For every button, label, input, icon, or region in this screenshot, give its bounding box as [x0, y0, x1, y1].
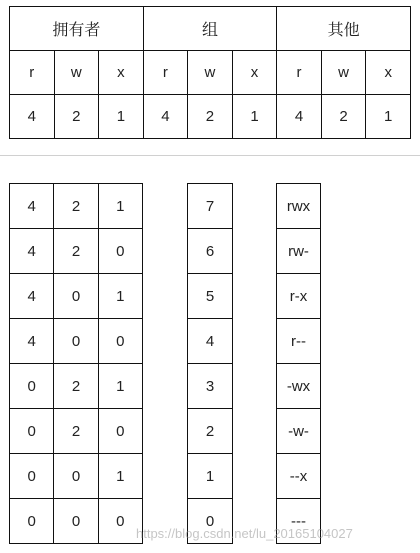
owner-w-letter: w: [54, 51, 99, 95]
symbolic-cell: -w-: [277, 409, 321, 454]
r-cell: 4: [10, 184, 54, 229]
owner-x-value: 1: [99, 95, 144, 139]
binary-row: [10, 319, 143, 364]
octal-row: [188, 274, 233, 319]
letter-row: [10, 51, 411, 95]
binary-row: [10, 454, 143, 499]
w-cell: 0: [54, 319, 98, 364]
r-cell: 0: [10, 364, 54, 409]
x-cell: 1: [98, 274, 142, 319]
r-cell: 4: [10, 229, 54, 274]
x-cell: 0: [98, 409, 142, 454]
symbolic-row: [277, 409, 321, 454]
other-w-letter: w: [321, 51, 366, 95]
symbolic-row: [277, 364, 321, 409]
r-cell: 0: [10, 499, 54, 544]
octal-row: [188, 184, 233, 229]
group-x-letter: x: [232, 51, 277, 95]
w-cell: 0: [54, 499, 98, 544]
owner-w-value: 2: [54, 95, 99, 139]
octal-cell: 1: [188, 454, 233, 499]
binary-row: [10, 229, 143, 274]
other-x-value: 1: [366, 95, 411, 139]
r-cell: 4: [10, 319, 54, 364]
octal-cell: 7: [188, 184, 233, 229]
x-cell: 0: [98, 229, 142, 274]
symbolic-cell: -wx: [277, 364, 321, 409]
symbolic-row: [277, 184, 321, 229]
x-cell: 1: [98, 454, 142, 499]
w-cell: 2: [54, 409, 98, 454]
w-cell: 0: [54, 454, 98, 499]
watermark-text: https://blog.csdn.net/lu_20165104027: [136, 526, 353, 541]
other-x-letter: x: [366, 51, 411, 95]
octal-cell: 4: [188, 319, 233, 364]
symbolic-cell: r--: [277, 319, 321, 364]
symbolic-row: [277, 454, 321, 499]
other-r-value: 4: [277, 95, 322, 139]
binary-row: [10, 409, 143, 454]
octal-cell: 6: [188, 229, 233, 274]
r-cell: 0: [10, 409, 54, 454]
octal-cell: 2: [188, 409, 233, 454]
r-cell: 4: [10, 274, 54, 319]
octal-row: [188, 364, 233, 409]
octal-row: [188, 454, 233, 499]
symbolic-row: [277, 319, 321, 364]
owner-r-letter: r: [10, 51, 55, 95]
value-row: [10, 95, 411, 139]
octal-row: [188, 319, 233, 364]
owner-x-letter: x: [99, 51, 144, 95]
octal-row: [188, 409, 233, 454]
x-cell: 0: [98, 319, 142, 364]
w-cell: 2: [54, 184, 98, 229]
x-cell: 1: [98, 184, 142, 229]
w-cell: 0: [54, 274, 98, 319]
x-cell: 0: [98, 499, 142, 544]
binary-row: [10, 184, 143, 229]
symbolic-values-table: [276, 183, 321, 544]
symbolic-row: [277, 229, 321, 274]
group-w-letter: w: [188, 51, 233, 95]
octal-row: [188, 229, 233, 274]
r-cell: 0: [10, 454, 54, 499]
symbolic-cell: rwx: [277, 184, 321, 229]
section-divider: [0, 155, 420, 156]
group-r-value: 4: [143, 95, 188, 139]
other-header: 其他: [277, 7, 411, 51]
symbolic-cell: --x: [277, 454, 321, 499]
owner-header: 拥有者: [10, 7, 144, 51]
binary-row: [10, 364, 143, 409]
x-cell: 1: [98, 364, 142, 409]
group-header-row: [10, 7, 411, 51]
octal-cell: 5: [188, 274, 233, 319]
binary-row: [10, 274, 143, 319]
symbolic-row: [277, 274, 321, 319]
group-r-letter: r: [143, 51, 188, 95]
w-cell: 2: [54, 229, 98, 274]
group-w-value: 2: [188, 95, 233, 139]
group-x-value: 1: [232, 95, 277, 139]
binary-row: [10, 499, 143, 544]
binary-combinations-table: [9, 183, 143, 544]
w-cell: 2: [54, 364, 98, 409]
permission-bits-table: [9, 6, 411, 139]
symbolic-cell: ---: [277, 499, 321, 544]
symbolic-cell: rw-: [277, 229, 321, 274]
group-header: 组: [143, 7, 277, 51]
octal-cell: 3: [188, 364, 233, 409]
other-r-letter: r: [277, 51, 322, 95]
owner-r-value: 4: [10, 95, 55, 139]
octal-values-table: [187, 183, 233, 544]
other-w-value: 2: [321, 95, 366, 139]
octal-cell: 0: [188, 499, 233, 544]
symbolic-cell: r-x: [277, 274, 321, 319]
